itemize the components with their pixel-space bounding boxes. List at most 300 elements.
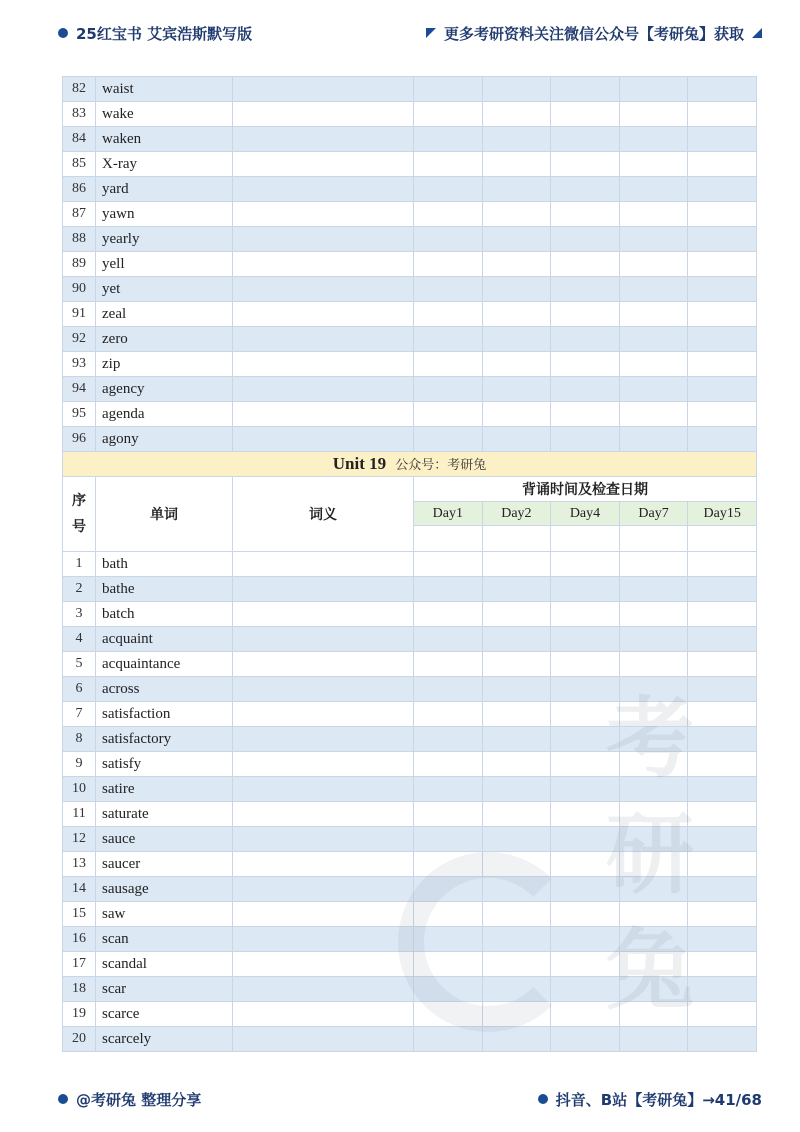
meaning-cell[interactable] <box>233 127 414 152</box>
day-check-cell[interactable] <box>688 652 757 677</box>
day-check-cell[interactable] <box>482 352 551 377</box>
meaning-cell[interactable] <box>233 552 414 577</box>
day-check-cell[interactable] <box>414 552 483 577</box>
day-check-cell[interactable] <box>551 727 620 752</box>
day-check-cell[interactable] <box>414 727 483 752</box>
day-check-cell[interactable] <box>414 952 483 977</box>
day-check-cell[interactable] <box>619 702 688 727</box>
table-row <box>63 402 757 427</box>
table-row <box>63 327 757 352</box>
meaning-cell[interactable] <box>233 402 414 427</box>
day-check-cell[interactable] <box>482 102 551 127</box>
day-check-cell[interactable] <box>619 177 688 202</box>
day-blank-cell[interactable] <box>619 526 688 552</box>
day-check-cell[interactable] <box>688 602 757 627</box>
row-word: bath <box>96 552 233 577</box>
day-check-cell[interactable] <box>551 777 620 802</box>
day-check-cell[interactable] <box>619 752 688 777</box>
day-check-cell[interactable] <box>688 177 757 202</box>
day-check-cell[interactable] <box>414 902 483 927</box>
day-check-cell[interactable] <box>551 102 620 127</box>
header-right-text: 更多考研资料关注微信公众号【考研兔】获取 <box>443 24 744 43</box>
day-check-cell[interactable] <box>482 77 551 102</box>
day-check-cell[interactable] <box>414 627 483 652</box>
row-number: 11 <box>63 802 96 827</box>
day-check-cell[interactable] <box>688 752 757 777</box>
meaning-cell[interactable] <box>233 602 414 627</box>
day-check-cell[interactable] <box>414 852 483 877</box>
day-check-cell[interactable] <box>619 427 688 452</box>
day-check-cell[interactable] <box>688 777 757 802</box>
table-row <box>63 802 757 827</box>
meaning-cell[interactable] <box>233 977 414 1002</box>
col-header-schedule: 背诵时间及检查日期 <box>414 477 757 502</box>
meaning-cell[interactable] <box>233 952 414 977</box>
day-check-cell[interactable] <box>482 152 551 177</box>
column-header-row <box>63 477 757 502</box>
day-check-cell[interactable] <box>619 352 688 377</box>
day-check-cell[interactable] <box>551 302 620 327</box>
row-word: scarcely <box>96 1027 233 1052</box>
day-check-cell[interactable] <box>414 152 483 177</box>
meaning-cell[interactable] <box>233 277 414 302</box>
day-check-cell[interactable] <box>551 1002 620 1027</box>
day-check-cell[interactable] <box>414 752 483 777</box>
row-word: satisfy <box>96 752 233 777</box>
row-word: agency <box>96 377 233 402</box>
watermark-char: 兔 <box>605 918 694 1022</box>
table-row <box>63 652 757 677</box>
row-number: 1 <box>63 552 96 577</box>
day-check-cell[interactable] <box>688 702 757 727</box>
header-left <box>58 23 252 44</box>
row-number: 87 <box>63 202 96 227</box>
day-check-cell[interactable] <box>551 627 620 652</box>
meaning-cell[interactable] <box>233 1027 414 1052</box>
day-check-cell[interactable] <box>414 327 483 352</box>
day-check-cell[interactable] <box>482 577 551 602</box>
day-check-cell[interactable] <box>414 402 483 427</box>
meaning-cell[interactable] <box>233 302 414 327</box>
day-check-cell[interactable] <box>482 252 551 277</box>
meaning-cell[interactable] <box>233 202 414 227</box>
day-blank-cell[interactable] <box>482 526 551 552</box>
day-check-cell[interactable] <box>414 702 483 727</box>
table-row <box>63 627 757 652</box>
day-check-cell[interactable] <box>482 777 551 802</box>
day-check-cell[interactable] <box>688 402 757 427</box>
row-word: wake <box>96 102 233 127</box>
meaning-cell[interactable] <box>233 177 414 202</box>
day-check-cell[interactable] <box>619 402 688 427</box>
col-header-day: Day4 <box>551 502 620 526</box>
day-check-cell[interactable] <box>688 202 757 227</box>
day-check-cell[interactable] <box>619 627 688 652</box>
row-number: 84 <box>63 127 96 152</box>
table-row <box>63 902 757 927</box>
day-check-cell[interactable] <box>688 1027 757 1052</box>
row-word: zero <box>96 327 233 352</box>
day-check-cell[interactable] <box>551 677 620 702</box>
day-check-cell[interactable] <box>414 927 483 952</box>
row-number: 20 <box>63 1027 96 1052</box>
day-check-cell[interactable] <box>688 552 757 577</box>
day-check-cell[interactable] <box>414 202 483 227</box>
table-row <box>63 977 757 1002</box>
row-number: 12 <box>63 827 96 852</box>
day-check-cell[interactable] <box>688 877 757 902</box>
day-check-cell[interactable] <box>551 402 620 427</box>
day-check-cell[interactable] <box>482 727 551 752</box>
day-check-cell[interactable] <box>551 977 620 1002</box>
meaning-cell[interactable] <box>233 577 414 602</box>
row-number: 18 <box>63 977 96 1002</box>
meaning-cell[interactable] <box>233 802 414 827</box>
meaning-cell[interactable] <box>233 927 414 952</box>
day-check-cell[interactable] <box>482 927 551 952</box>
day-check-cell[interactable] <box>482 952 551 977</box>
header-right <box>426 23 762 44</box>
day-check-cell[interactable] <box>619 552 688 577</box>
meaning-cell[interactable] <box>233 902 414 927</box>
day-check-cell[interactable] <box>414 302 483 327</box>
day-blank-cell[interactable] <box>688 526 757 552</box>
meaning-cell[interactable] <box>233 352 414 377</box>
row-number: 82 <box>63 77 96 102</box>
meaning-cell[interactable] <box>233 702 414 727</box>
page-footer <box>58 1087 762 1111</box>
table-row <box>63 752 757 777</box>
day-check-cell[interactable] <box>482 1002 551 1027</box>
day-check-cell[interactable] <box>551 652 620 677</box>
day-check-cell[interactable] <box>414 602 483 627</box>
day-check-cell[interactable] <box>551 427 620 452</box>
row-word: batch <box>96 602 233 627</box>
row-number: 10 <box>63 777 96 802</box>
row-number: 7 <box>63 702 96 727</box>
day-check-cell[interactable] <box>414 77 483 102</box>
meaning-cell[interactable] <box>233 852 414 877</box>
day-check-cell[interactable] <box>551 227 620 252</box>
day-check-cell[interactable] <box>482 127 551 152</box>
day-check-cell[interactable] <box>688 677 757 702</box>
meaning-cell[interactable] <box>233 152 414 177</box>
meaning-cell[interactable] <box>233 727 414 752</box>
footer-right <box>538 1089 762 1110</box>
day-check-cell[interactable] <box>551 927 620 952</box>
day-blank-cell[interactable] <box>414 526 483 552</box>
day-check-cell[interactable] <box>619 827 688 852</box>
row-word: satisfaction <box>96 702 233 727</box>
day-check-cell[interactable] <box>482 377 551 402</box>
row-word: waken <box>96 127 233 152</box>
day-check-cell[interactable] <box>414 1027 483 1052</box>
day-check-cell[interactable] <box>619 1027 688 1052</box>
row-word: saucer <box>96 852 233 877</box>
day-check-cell[interactable] <box>551 702 620 727</box>
day-check-cell[interactable] <box>551 602 620 627</box>
row-word: waist <box>96 77 233 102</box>
triangle-left-icon <box>426 28 436 38</box>
meaning-cell[interactable] <box>233 877 414 902</box>
table-row <box>63 727 757 752</box>
day-check-cell[interactable] <box>414 802 483 827</box>
day-check-cell[interactable] <box>688 127 757 152</box>
day-check-cell[interactable] <box>619 877 688 902</box>
row-number: 88 <box>63 227 96 252</box>
day-check-cell[interactable] <box>551 152 620 177</box>
day-check-cell[interactable] <box>619 377 688 402</box>
day-check-cell[interactable] <box>619 602 688 627</box>
day-check-cell[interactable] <box>482 902 551 927</box>
day-check-cell[interactable] <box>482 552 551 577</box>
row-number: 85 <box>63 152 96 177</box>
day-check-cell[interactable] <box>482 202 551 227</box>
day-check-cell[interactable] <box>551 852 620 877</box>
day-check-cell[interactable] <box>619 102 688 127</box>
table-row <box>63 202 757 227</box>
day-check-cell[interactable] <box>688 252 757 277</box>
row-word: agony <box>96 427 233 452</box>
row-word: scandal <box>96 952 233 977</box>
row-number: 13 <box>63 852 96 877</box>
day-check-cell[interactable] <box>414 827 483 852</box>
triangle-right-icon <box>752 28 762 38</box>
row-number: 2 <box>63 577 96 602</box>
day-check-cell[interactable] <box>688 102 757 127</box>
day-check-cell[interactable] <box>619 277 688 302</box>
day-check-cell[interactable] <box>482 627 551 652</box>
day-check-cell[interactable] <box>551 827 620 852</box>
row-word: satisfactory <box>96 727 233 752</box>
day-check-cell[interactable] <box>551 277 620 302</box>
day-check-cell[interactable] <box>619 327 688 352</box>
day-check-cell[interactable] <box>414 352 483 377</box>
row-word: yet <box>96 277 233 302</box>
day-check-cell[interactable] <box>619 252 688 277</box>
meaning-cell[interactable] <box>233 1002 414 1027</box>
day-check-cell[interactable] <box>688 952 757 977</box>
page-header <box>58 21 762 45</box>
table-row <box>63 77 757 102</box>
day-check-cell[interactable] <box>551 327 620 352</box>
table-row <box>63 577 757 602</box>
day-check-cell[interactable] <box>688 627 757 652</box>
day-check-cell[interactable] <box>551 552 620 577</box>
day-check-cell[interactable] <box>482 752 551 777</box>
row-word: sausage <box>96 877 233 902</box>
day-check-cell[interactable] <box>619 902 688 927</box>
meaning-cell[interactable] <box>233 627 414 652</box>
day-check-cell[interactable] <box>619 927 688 952</box>
day-check-cell[interactable] <box>619 677 688 702</box>
day-check-cell[interactable] <box>482 827 551 852</box>
day-check-cell[interactable] <box>482 177 551 202</box>
day-check-cell[interactable] <box>619 302 688 327</box>
day-check-cell[interactable] <box>619 202 688 227</box>
row-number: 94 <box>63 377 96 402</box>
day-check-cell[interactable] <box>619 152 688 177</box>
day-check-cell[interactable] <box>551 252 620 277</box>
day-check-cell[interactable] <box>551 877 620 902</box>
day-check-cell[interactable] <box>482 327 551 352</box>
day-check-cell[interactable] <box>414 277 483 302</box>
header-left-text: 25红宝书 艾宾浩斯默写版 <box>76 24 253 43</box>
row-word: across <box>96 677 233 702</box>
day-check-cell[interactable] <box>619 802 688 827</box>
day-check-cell[interactable] <box>688 327 757 352</box>
table-row <box>63 302 757 327</box>
col-header-day: Day2 <box>482 502 551 526</box>
day-check-cell[interactable] <box>414 377 483 402</box>
meaning-cell[interactable] <box>233 677 414 702</box>
day-check-cell[interactable] <box>619 652 688 677</box>
day-check-cell[interactable] <box>482 402 551 427</box>
row-word: scar <box>96 977 233 1002</box>
day-check-cell[interactable] <box>551 352 620 377</box>
day-check-cell[interactable] <box>688 152 757 177</box>
table-row <box>63 352 757 377</box>
day-check-cell[interactable] <box>482 677 551 702</box>
day-check-cell[interactable] <box>688 727 757 752</box>
day-check-cell[interactable] <box>551 902 620 927</box>
day-blank-cell[interactable] <box>551 526 620 552</box>
day-check-cell[interactable] <box>688 902 757 927</box>
day-check-cell[interactable] <box>414 427 483 452</box>
day-check-cell[interactable] <box>414 777 483 802</box>
day-check-cell[interactable] <box>551 952 620 977</box>
day-check-cell[interactable] <box>414 102 483 127</box>
row-number: 83 <box>63 102 96 127</box>
day-check-cell[interactable] <box>688 852 757 877</box>
day-check-cell[interactable] <box>688 352 757 377</box>
day-check-cell[interactable] <box>688 977 757 1002</box>
meaning-cell[interactable] <box>233 377 414 402</box>
day-check-cell[interactable] <box>688 377 757 402</box>
col-header-meaning: 词义 <box>233 477 414 552</box>
day-check-cell[interactable] <box>619 127 688 152</box>
table-row <box>63 602 757 627</box>
vocab-table <box>62 76 757 1052</box>
day-check-cell[interactable] <box>619 977 688 1002</box>
day-check-cell[interactable] <box>551 752 620 777</box>
day-check-cell[interactable] <box>414 1002 483 1027</box>
row-word: acquaintance <box>96 652 233 677</box>
day-check-cell[interactable] <box>482 852 551 877</box>
day-check-cell[interactable] <box>688 427 757 452</box>
meaning-cell[interactable] <box>233 227 414 252</box>
day-check-cell[interactable] <box>619 727 688 752</box>
day-check-cell[interactable] <box>414 577 483 602</box>
table-row <box>63 177 757 202</box>
day-check-cell[interactable] <box>482 302 551 327</box>
meaning-cell[interactable] <box>233 752 414 777</box>
day-check-cell[interactable] <box>551 177 620 202</box>
day-check-cell[interactable] <box>482 702 551 727</box>
row-number: 90 <box>63 277 96 302</box>
row-word: zip <box>96 352 233 377</box>
day-check-cell[interactable] <box>688 227 757 252</box>
day-check-cell[interactable] <box>482 1027 551 1052</box>
table-row <box>63 702 757 727</box>
day-check-cell[interactable] <box>414 177 483 202</box>
day-check-cell[interactable] <box>619 777 688 802</box>
day-check-cell[interactable] <box>688 302 757 327</box>
day-check-cell[interactable] <box>619 227 688 252</box>
table-row <box>63 252 757 277</box>
day-check-cell[interactable] <box>551 1027 620 1052</box>
day-check-cell[interactable] <box>551 127 620 152</box>
day-check-cell[interactable] <box>619 952 688 977</box>
row-number: 86 <box>63 177 96 202</box>
bullet-dot-icon <box>58 1094 68 1104</box>
col-header-word: 单词 <box>96 477 233 552</box>
day-check-cell[interactable] <box>551 577 620 602</box>
meaning-cell[interactable] <box>233 102 414 127</box>
day-check-cell[interactable] <box>688 1002 757 1027</box>
day-check-cell[interactable] <box>551 202 620 227</box>
day-check-cell[interactable] <box>551 377 620 402</box>
day-check-cell[interactable] <box>619 577 688 602</box>
meaning-cell[interactable] <box>233 652 414 677</box>
day-check-cell[interactable] <box>688 77 757 102</box>
meaning-cell[interactable] <box>233 827 414 852</box>
day-check-cell[interactable] <box>551 77 620 102</box>
table-row <box>63 377 757 402</box>
day-check-cell[interactable] <box>482 802 551 827</box>
day-check-cell[interactable] <box>688 577 757 602</box>
day-check-cell[interactable] <box>414 677 483 702</box>
day-check-cell[interactable] <box>619 77 688 102</box>
day-check-cell[interactable] <box>482 427 551 452</box>
table-row <box>63 1027 757 1052</box>
row-word: agenda <box>96 402 233 427</box>
unit-subtitle: 公众号：考研兔 <box>395 458 487 473</box>
day-check-cell[interactable] <box>482 602 551 627</box>
day-check-cell[interactable] <box>619 1002 688 1027</box>
day-check-cell[interactable] <box>414 977 483 1002</box>
day-check-cell[interactable] <box>619 852 688 877</box>
day-check-cell[interactable] <box>482 977 551 1002</box>
top-table-body <box>63 77 757 452</box>
table-row <box>63 552 757 577</box>
meaning-cell[interactable] <box>233 77 414 102</box>
day-check-cell[interactable] <box>414 652 483 677</box>
meaning-cell[interactable] <box>233 427 414 452</box>
meaning-cell[interactable] <box>233 777 414 802</box>
row-number: 91 <box>63 302 96 327</box>
unit-title: Unit 19 <box>332 454 387 473</box>
day-check-cell[interactable] <box>688 802 757 827</box>
meaning-cell[interactable] <box>233 252 414 277</box>
table-row <box>63 677 757 702</box>
row-number: 8 <box>63 727 96 752</box>
day-check-cell[interactable] <box>414 227 483 252</box>
day-check-cell[interactable] <box>482 227 551 252</box>
day-check-cell[interactable] <box>551 802 620 827</box>
day-check-cell[interactable] <box>414 252 483 277</box>
day-check-cell[interactable] <box>688 927 757 952</box>
day-check-cell[interactable] <box>688 277 757 302</box>
day-check-cell[interactable] <box>482 877 551 902</box>
day-check-cell[interactable] <box>414 877 483 902</box>
day-check-cell[interactable] <box>482 652 551 677</box>
meaning-cell[interactable] <box>233 327 414 352</box>
row-number: 96 <box>63 427 96 452</box>
day-check-cell[interactable] <box>482 277 551 302</box>
day-check-cell[interactable] <box>688 827 757 852</box>
day-check-cell[interactable] <box>414 127 483 152</box>
